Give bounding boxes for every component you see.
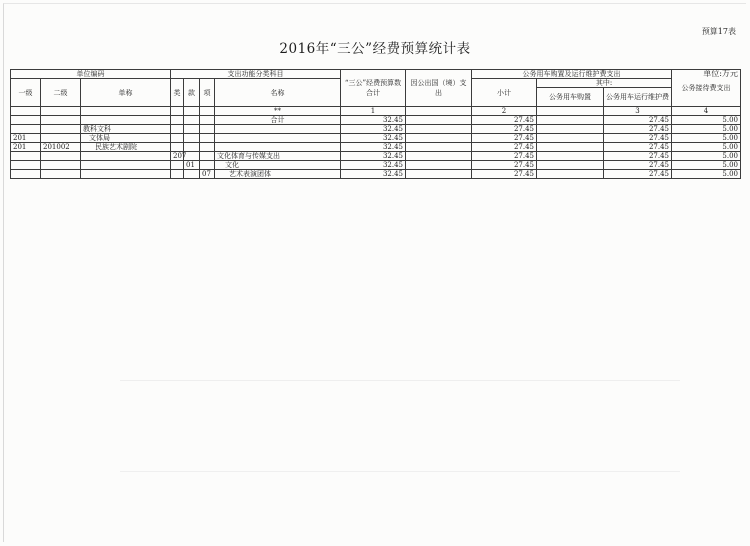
bleed-through-shadow: [120, 380, 680, 472]
row-name: 文化: [215, 161, 341, 170]
table-row: 07 艺术表演团体 32.45 27.45 27.45 5.00: [11, 170, 741, 179]
page-title: 2016年“三公”经费预算统计表: [279, 41, 471, 57]
header-subtotal: 小计: [472, 79, 537, 107]
row-name: 文化体育与传媒支出: [215, 152, 341, 161]
row-short-name: 文体局: [81, 134, 171, 143]
row-short-name: 民族艺术剧院: [81, 143, 171, 152]
header-level2: 二级: [41, 79, 81, 107]
row-lei: 207: [171, 152, 184, 161]
header-lei: 类: [171, 79, 184, 107]
budget-table: [10, 69, 741, 179]
header-of-which: 其中:: [537, 79, 672, 88]
unit-label: 单位:万元: [703, 69, 738, 78]
header-reception: 公务接待费支出: [672, 70, 741, 107]
row-kuan: 01: [184, 161, 200, 170]
header-unit-code: 单位编码: [11, 70, 171, 79]
table-row: 教科文科 32.45 27.45 27.45 5.00: [11, 125, 741, 134]
table-number: 预算17表: [701, 27, 736, 36]
table-row: 201 文体局 32.45 27.45 27.45 5.00: [11, 134, 741, 143]
table-row: 合计 32.45 27.45 27.45 5.00: [11, 116, 741, 125]
code-star: **: [215, 107, 341, 116]
header-func-subject: 支出功能分类科目: [171, 70, 341, 79]
code-2: 2: [472, 107, 537, 116]
header-car-purchase: 公务用车购置: [537, 88, 604, 107]
header-short-name: 单称: [81, 79, 171, 107]
header-name: 名称: [215, 79, 341, 107]
header-kuan: 款: [184, 79, 200, 107]
header-car-maintain: 公务用车运行维护费: [604, 88, 672, 107]
header-xiang: 项: [200, 79, 215, 107]
header-abroad: 因公出国（境）支出: [406, 70, 472, 107]
table-row: 201 201002 民族艺术剧院 32.45 27.45 27.45 5.00: [11, 143, 741, 152]
code-1: 1: [341, 107, 406, 116]
row-name: 艺术表演团体: [215, 170, 341, 179]
code-3: 3: [604, 107, 672, 116]
row-xiang: 07: [200, 170, 215, 179]
code-4: 4: [672, 107, 741, 116]
row-short-name: 教科文科: [81, 125, 171, 134]
table-row: 207 文化体育与传媒支出 32.45 27.45 27.45 5.00: [11, 152, 741, 161]
header-level1: 一级: [11, 79, 41, 107]
header-total: “三公”经费预算数合计: [341, 70, 406, 107]
row-name: 合计: [215, 116, 341, 125]
header-car: 公务用车购置及运行维护费支出: [472, 70, 672, 79]
table-row: 01 文化 32.45 27.45 27.45 5.00: [11, 161, 741, 170]
